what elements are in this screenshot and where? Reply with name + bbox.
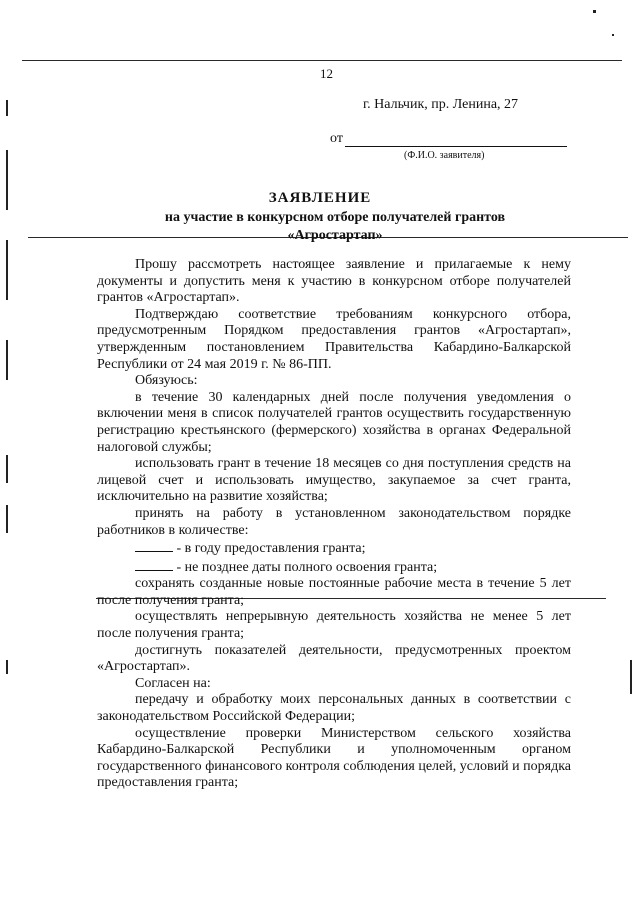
scan-line-top	[22, 60, 622, 61]
document-title: ЗАЯВЛЕНИЕ	[268, 190, 372, 206]
paragraph: принять на работу в установленном законодательством порядке работников в количестве:	[97, 505, 571, 538]
paragraph: передачу и обработку моих персональных данных в соответствии с законодательством Российской Федерации;	[97, 692, 571, 725]
subtitle-line-2: «Агростартап»	[287, 228, 383, 243]
scan-edge-mark-left	[6, 100, 8, 116]
paragraph: сохранять созданные новые постоянные рабочие места в течение 5 лет после получения гранта;	[97, 576, 571, 608]
address: г. Нальчик, пр. Ленина, 27	[363, 97, 519, 112]
paragraph: осуществлять непрерывную деятельность хозяйства не менее 5 лет после получения гранта;	[97, 609, 571, 642]
subtitle-line-1: на участие в конкурсном отборе получателей грантов	[164, 210, 506, 225]
scan-edge-mark-left	[6, 505, 8, 533]
scan-edge-mark-left	[6, 455, 8, 483]
blank-item	[97, 558, 571, 577]
fio-caption: (Ф.И.О. заявителя)	[404, 150, 485, 161]
applicant-from-row	[330, 131, 567, 147]
scan-edge-mark-right	[630, 660, 632, 694]
paragraph: использовать грант в течение 18 месяцев со дня поступления средств на лицевой счет и использовать имущество, закупаемое за счет гранта, исключительно на развитие хозяйства;	[97, 456, 571, 505]
document-subtitle	[120, 209, 550, 245]
document-body	[97, 257, 571, 792]
paragraph: Согласен на:	[135, 675, 211, 691]
blank-item-text: - в году предоставления гранта;	[176, 541, 366, 557]
blank-item-text: - не позднее даты полного освоения гранта;	[176, 559, 438, 575]
applicant-name-line	[345, 132, 567, 147]
scan-speck	[612, 34, 614, 36]
scan-edge-mark-left	[6, 340, 8, 380]
paragraph: Обязуюсь:	[135, 373, 198, 389]
from-label: от	[330, 131, 343, 146]
paragraph: Подтверждаю соответствие требованиям конкурсного отбора, предусмотренным Порядком предоставления грантов «Агростартап», утвержденным постановлением Правительства Кабардино-Балкарской Республики от 24 мая 2019 г. № 86-ПП.	[97, 306, 571, 372]
paragraph: в течение 30 календарных дней после получения уведомления о включении меня в список получателей грантов осуществить государственную регистрацию крестьянского (фермерского) хозяйства в органах Федеральной налоговой службы;	[97, 389, 571, 455]
page-number: 12	[320, 66, 333, 81]
blank-item	[97, 539, 571, 558]
blank-field	[135, 539, 173, 552]
scan-speck	[593, 10, 596, 13]
scan-edge-mark-left	[6, 660, 8, 674]
paragraph: достигнуть показателей деятельности, предусмотренных проектом «Агростартап».	[97, 642, 571, 675]
paragraph: осуществление проверки Министерством сельского хозяйства Кабардино-Балкарской Республики и уполномоченным органом государственного финансового контроля соблюдения целей, условий и порядка предоставления гранта;	[97, 725, 571, 791]
paragraph: Прошу рассмотреть настоящее заявление и прилагаемые к нему документы и допустить меня к участию в конкурсном отборе получателей грантов «Агростартап».	[97, 257, 571, 306]
scan-edge-mark-left	[6, 240, 8, 300]
blank-field	[135, 558, 173, 571]
